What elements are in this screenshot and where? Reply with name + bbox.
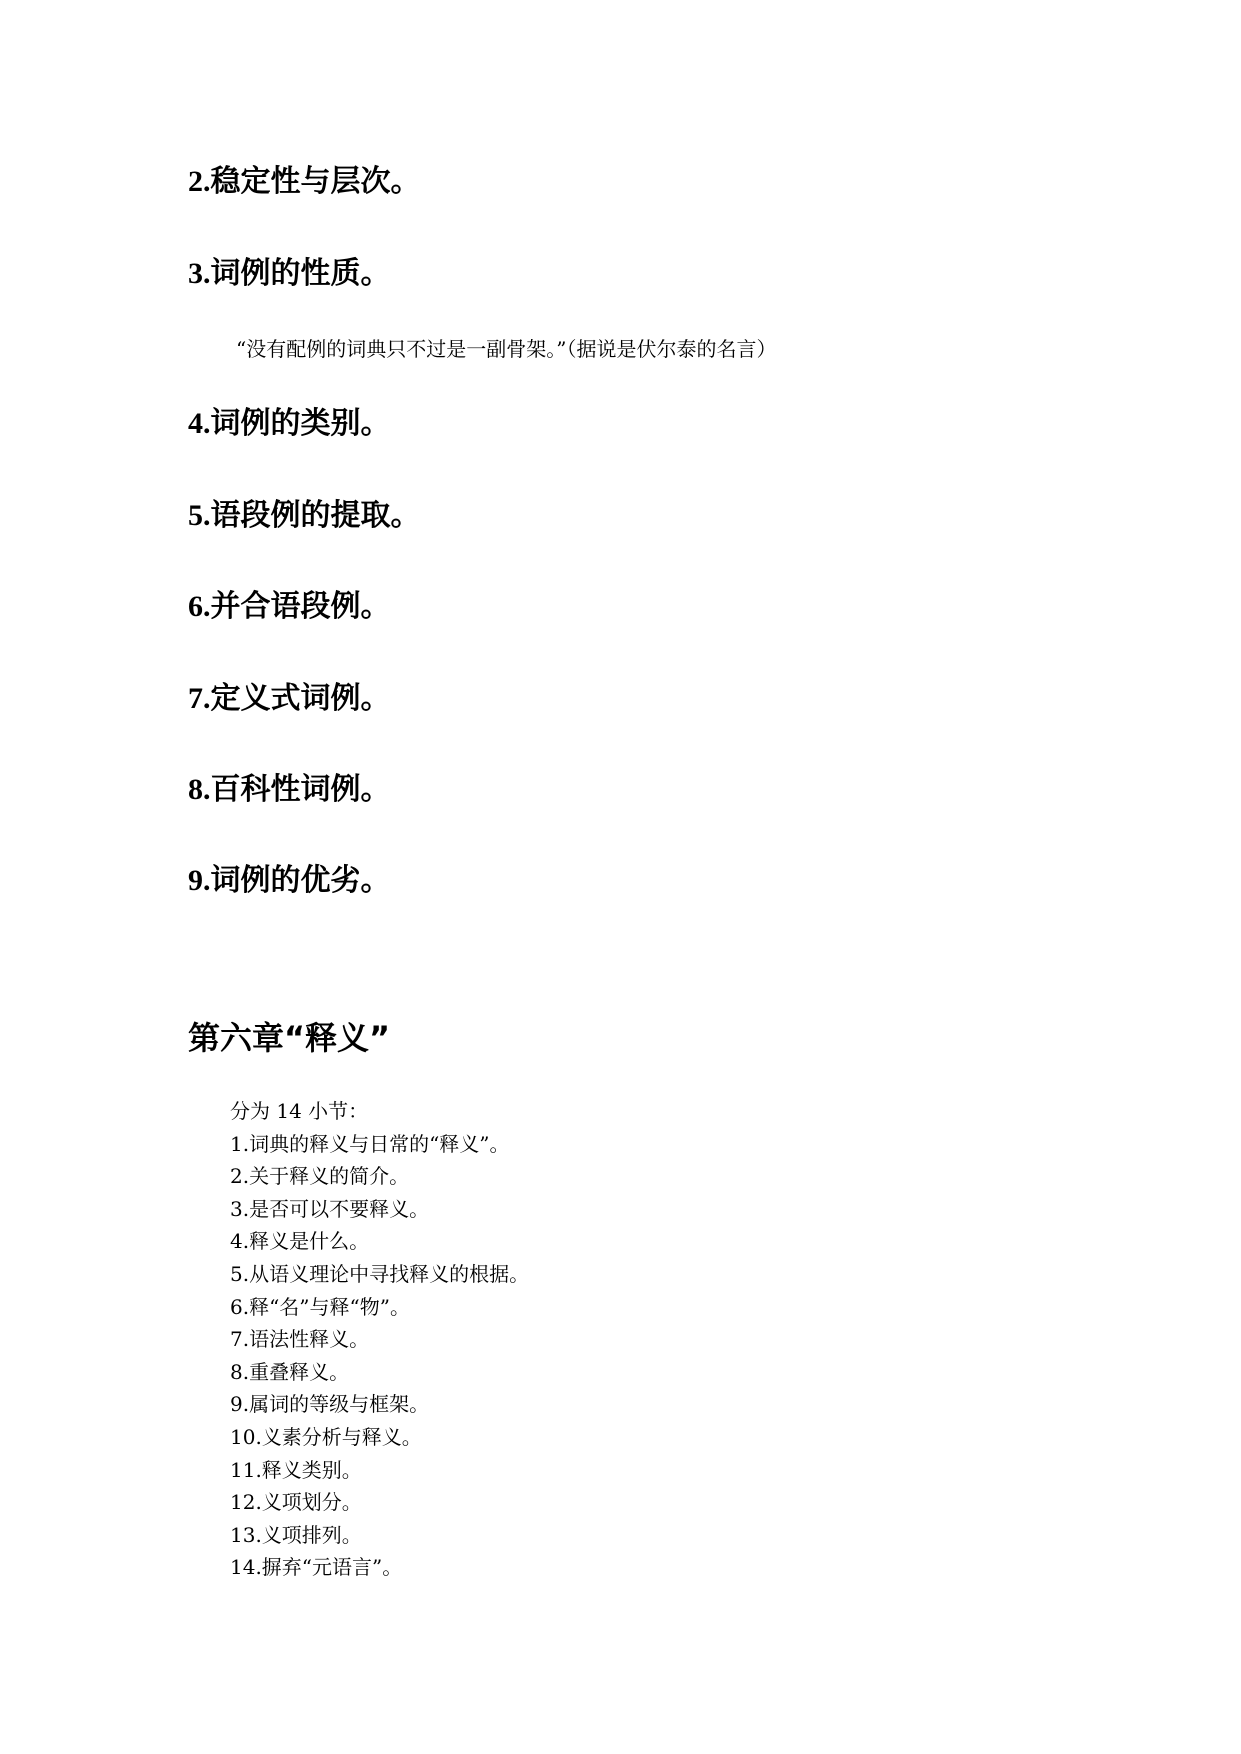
section-heading-4 bbox=[188, 404, 391, 444]
section-title: 语段例的提取。 bbox=[210, 498, 421, 533]
section-number: 8. bbox=[188, 773, 211, 806]
section-number: 7. bbox=[188, 682, 211, 715]
subsection-item: 10.义素分析与释义。 bbox=[230, 1424, 422, 1449]
section-heading-3 bbox=[188, 254, 391, 294]
subsection-item: 11.释义类别。 bbox=[230, 1457, 362, 1482]
section-title: 词例的性质。 bbox=[210, 256, 391, 291]
subsection-item: 4.释义是什么。 bbox=[230, 1229, 370, 1254]
chapter-subsection-list bbox=[230, 1095, 529, 1584]
subsection-item: 13.义项排列。 bbox=[230, 1522, 362, 1547]
section-number: 4. bbox=[188, 407, 211, 440]
section-title: 并合语段例。 bbox=[210, 589, 391, 624]
section-title: 定义式词例。 bbox=[210, 681, 391, 716]
section-number: 6. bbox=[188, 590, 211, 623]
section-heading-9 bbox=[188, 861, 391, 901]
subsection-item: 1.词典的释义与日常的“释义”。 bbox=[230, 1131, 510, 1156]
subsection-item: 3.是否可以不要释义。 bbox=[230, 1196, 430, 1221]
section-number: 5. bbox=[188, 499, 211, 532]
subsection-item: 5.从语义理论中寻找释义的根据。 bbox=[230, 1261, 530, 1286]
section-title: 百科性词例。 bbox=[210, 772, 391, 807]
section-title: 词例的优劣。 bbox=[210, 863, 391, 898]
subsection-item: 12.义项划分。 bbox=[230, 1490, 362, 1515]
section-number: 3. bbox=[188, 257, 211, 290]
subsection-item: 2.关于释义的简介。 bbox=[230, 1164, 410, 1189]
section-heading-2 bbox=[188, 162, 421, 202]
subsection-item: 6.释“名”与释“物”。 bbox=[230, 1294, 410, 1319]
subsection-item: 8.重叠释义。 bbox=[230, 1359, 350, 1384]
section-title: 词例的类别。 bbox=[210, 406, 391, 441]
section-title: 稳定性与层次。 bbox=[210, 164, 421, 199]
section-number: 2. bbox=[188, 165, 211, 198]
subsection-item: 9.属词的等级与框架。 bbox=[230, 1392, 430, 1417]
chapter-title: 第六章“释义” bbox=[188, 1019, 391, 1057]
section-heading-6 bbox=[188, 587, 391, 627]
subsection-item: 7.语法性释义。 bbox=[230, 1327, 370, 1352]
section-heading-5 bbox=[188, 496, 421, 536]
section-heading-7 bbox=[188, 679, 391, 719]
section-number: 9. bbox=[188, 864, 211, 897]
subsection-intro: 分为 14 小节： bbox=[230, 1099, 369, 1123]
section-heading-8 bbox=[188, 770, 391, 810]
subsection-item: 14.摒弃“元语言”。 bbox=[230, 1555, 403, 1580]
voltaire-quote: “没有配例的词典只不过是一副骨架。”（据说是伏尔泰的名言） bbox=[236, 337, 777, 361]
